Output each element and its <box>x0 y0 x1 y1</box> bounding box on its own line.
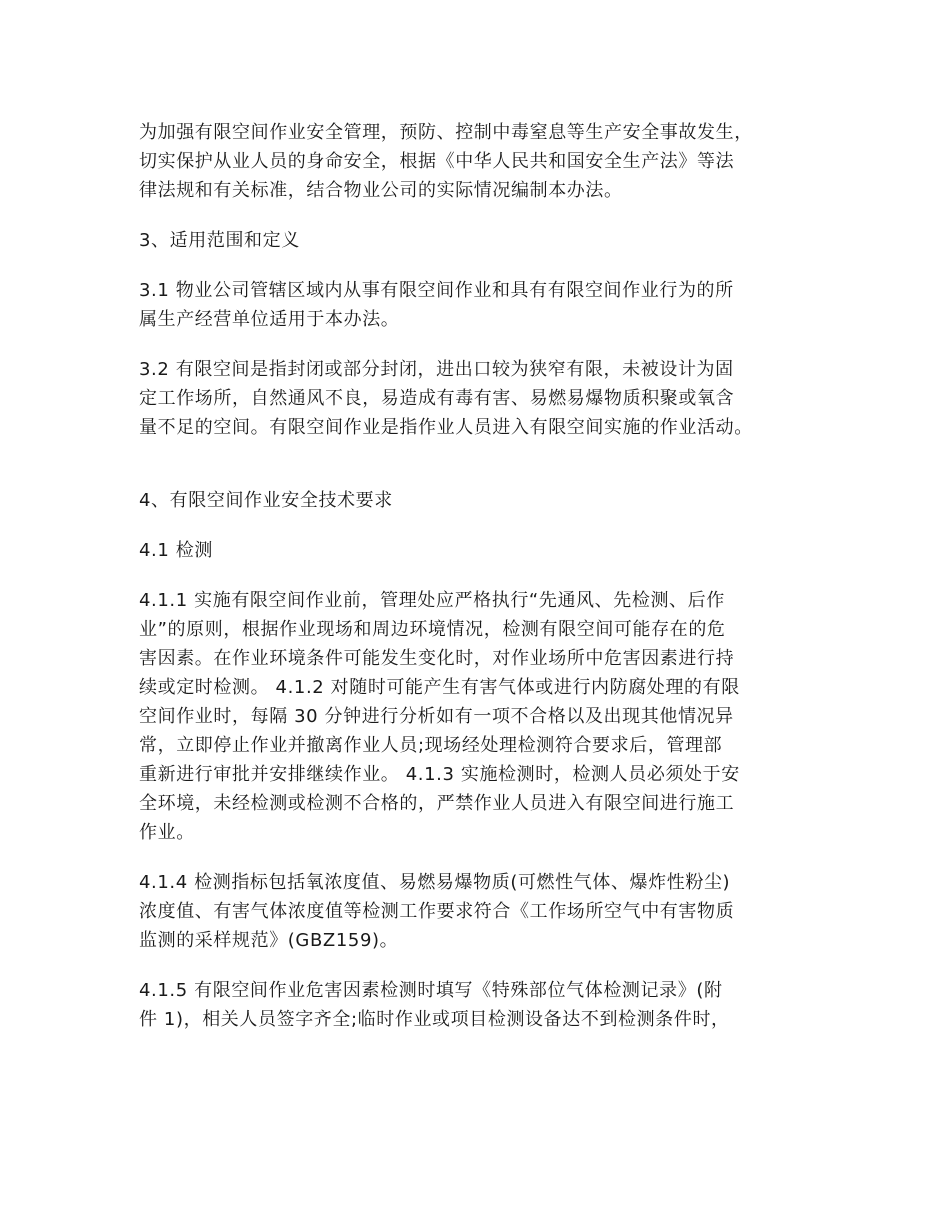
clause-4-1-5 <box>139 976 819 1034</box>
text-line: 量不足的空间。有限空间作业是指作业人员进入有限空间实施的作业活动。 <box>139 417 753 438</box>
document-page <box>139 118 819 1055</box>
section-3-heading <box>139 226 819 255</box>
clause-4-1-1 <box>139 586 819 847</box>
section-4-heading <box>139 486 819 515</box>
heading-line: 4.1 检测 <box>139 540 213 561</box>
heading-line: 3、适用范围和定义 <box>139 230 300 251</box>
text-line: 为加强有限空间作业安全管理，预防、控制中毒窒息等生产安全事故发生， <box>139 122 753 143</box>
text-line: 定工作场所，自然通风不良，易造成有毒有害、易燃易爆物质积聚或氧含 <box>139 388 735 409</box>
clause-4-1-heading <box>139 536 819 565</box>
text-line: 业”的原则，根据作业现场和周边环境情况，检测有限空间可能存在的危 <box>139 619 726 640</box>
text-line: 属生产经营单位适用于本办法。 <box>139 309 400 330</box>
text-line: 监测的采样规范》(GBZ159)。 <box>139 930 399 951</box>
text-line: 切实保护从业人员的身命安全，根据《中华人民共和国安全生产法》等法 <box>139 151 735 172</box>
text-line: 全环境，未经检测或检测不合格的，严禁作业人员进入有限空间进行施工 <box>139 793 735 814</box>
intro-paragraph <box>139 118 819 205</box>
text-line: 常，立即停止作业并撤离作业人员;现场经处理检测符合要求后，管理部 <box>139 735 723 756</box>
text-line: 3.1 物业公司管辖区域内从事有限空间作业和具有有限空间作业行为的所 <box>139 280 734 301</box>
heading-line: 4、有限空间作业安全技术要求 <box>139 490 393 511</box>
text-line: 4.1.1 实施有限空间作业前，管理处应严格执行“先通风、先检测、后作 <box>139 590 725 611</box>
clause-4-1-4 <box>139 868 819 955</box>
text-line: 续或定时检测。 4.1.2 对随时可能产生有害气体或进行内防腐处理的有限 <box>139 677 740 698</box>
text-line: 作业。 <box>139 822 195 843</box>
text-line: 重新进行审批并安排继续作业。 4.1.3 实施检测时，检测人员必须处于安 <box>139 764 740 785</box>
text-line: 件 1)，相关人员签字齐全;临时作业或项目检测设备达不到检测条件时， <box>139 1009 730 1030</box>
text-line: 害因素。在作业环境条件可能发生变化时，对作业场所中危害因素进行持 <box>139 648 735 669</box>
clause-3-2 <box>139 355 819 442</box>
text-line: 浓度值、有害气体浓度值等检测工作要求符合《工作场所空气中有害物质 <box>139 901 735 922</box>
text-line: 4.1.5 有限空间作业危害因素检测时填写《特殊部位气体检测记录》(附 <box>139 980 723 1001</box>
text-line: 3.2 有限空间是指封闭或部分封闭，进出口较为狭窄有限，未被设计为固 <box>139 359 734 380</box>
text-line: 空间作业时，每隔 30 分钟进行分析如有一项不合格以及出现其他情况异 <box>139 706 734 727</box>
clause-3-1 <box>139 276 819 334</box>
text-line: 4.1.4 检测指标包括氧浓度值、易燃易爆物质(可燃性气体、爆炸性粉尘) <box>139 872 731 893</box>
text-line: 律法规和有关标准，结合物业公司的实际情况编制本办法。 <box>139 180 623 201</box>
